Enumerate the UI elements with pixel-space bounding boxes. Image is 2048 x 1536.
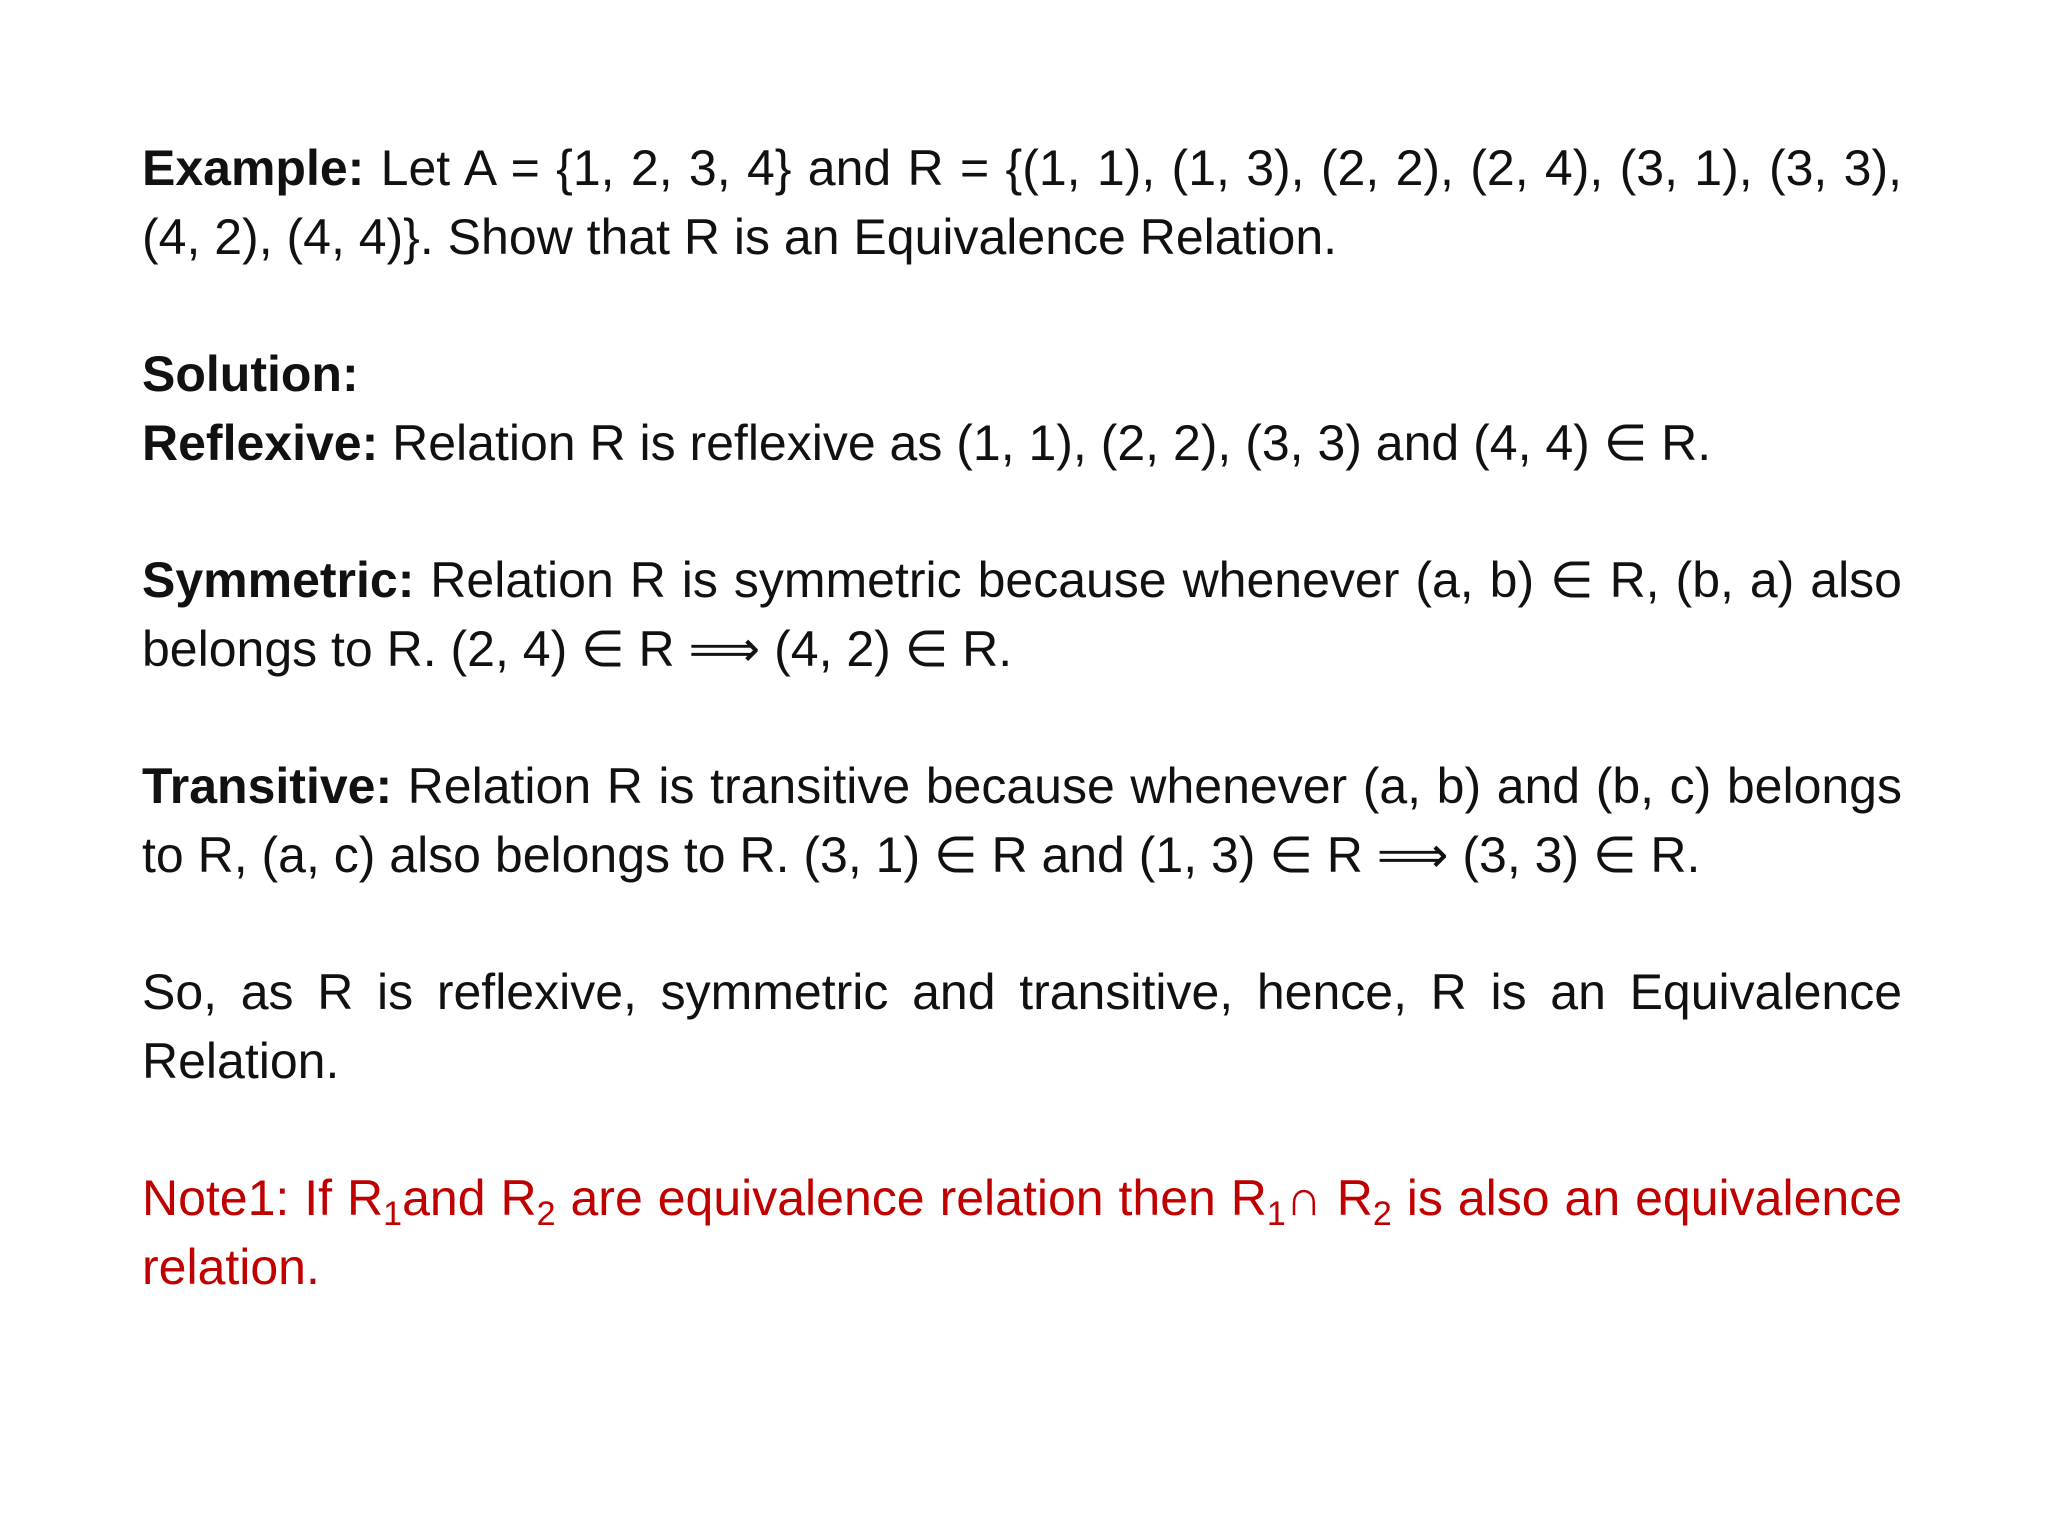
transitive-text: Relation R is transitive because whenever (a, b) and (b, c) belongs to R, (a, c) also belongs to R. (3, 1) ∈ R and (1, 3) ∈ R ⟹ (3, 3) ∈ R. (142, 758, 1902, 883)
solution-label: Solution: (142, 346, 359, 402)
note-subscript-3: 1 (1266, 1195, 1286, 1233)
note-part-3: are equivalence relation then R (555, 1170, 1267, 1226)
conclusion-paragraph: So, as R is reflexive, symmetric and transitive, hence, R is an Equivalence Relation. (142, 964, 1902, 1089)
solution-heading (142, 340, 1902, 409)
transitive-paragraph (142, 752, 1902, 890)
note-subscript-4: 2 (1372, 1195, 1392, 1233)
reflexive-label: Reflexive: (142, 415, 379, 471)
transitive-label: Transitive: (142, 758, 393, 814)
symmetric-paragraph (142, 546, 1902, 684)
note-paragraph (142, 1164, 1902, 1302)
example-paragraph (142, 134, 1902, 272)
note-part-2: and R (402, 1170, 537, 1226)
note-subscript-2: 2 (536, 1195, 556, 1233)
example-label: Example: (142, 140, 365, 196)
note-subscript-1: 1 (383, 1195, 403, 1233)
note-part-5: is also an equivalence relation. (142, 1170, 1902, 1295)
slide-content (142, 134, 1902, 1370)
reflexive-paragraph (142, 409, 1902, 478)
note-part-1: Note1: If R (142, 1170, 384, 1226)
example-text: Let A = {1, 2, 3, 4} and R = {(1, 1), (1, 3), (2, 2), (2, 4), (3, 1), (3, 3), (4, 2), (4, 4)}. Show that R is an Equivalence Relation. (142, 140, 1902, 265)
symmetric-label: Symmetric: (142, 552, 415, 608)
reflexive-text: Relation R is reflexive as (1, 1), (2, 2), (3, 3) and (4, 4) ∈ R. (378, 415, 1712, 471)
note-part-4: ∩ R (1285, 1170, 1373, 1226)
symmetric-text: Relation R is symmetric because whenever (a, b) ∈ R, (b, a) also belongs to R. (2, 4) ∈ R ⟹ (4, 2) ∈ R. (142, 552, 1902, 677)
